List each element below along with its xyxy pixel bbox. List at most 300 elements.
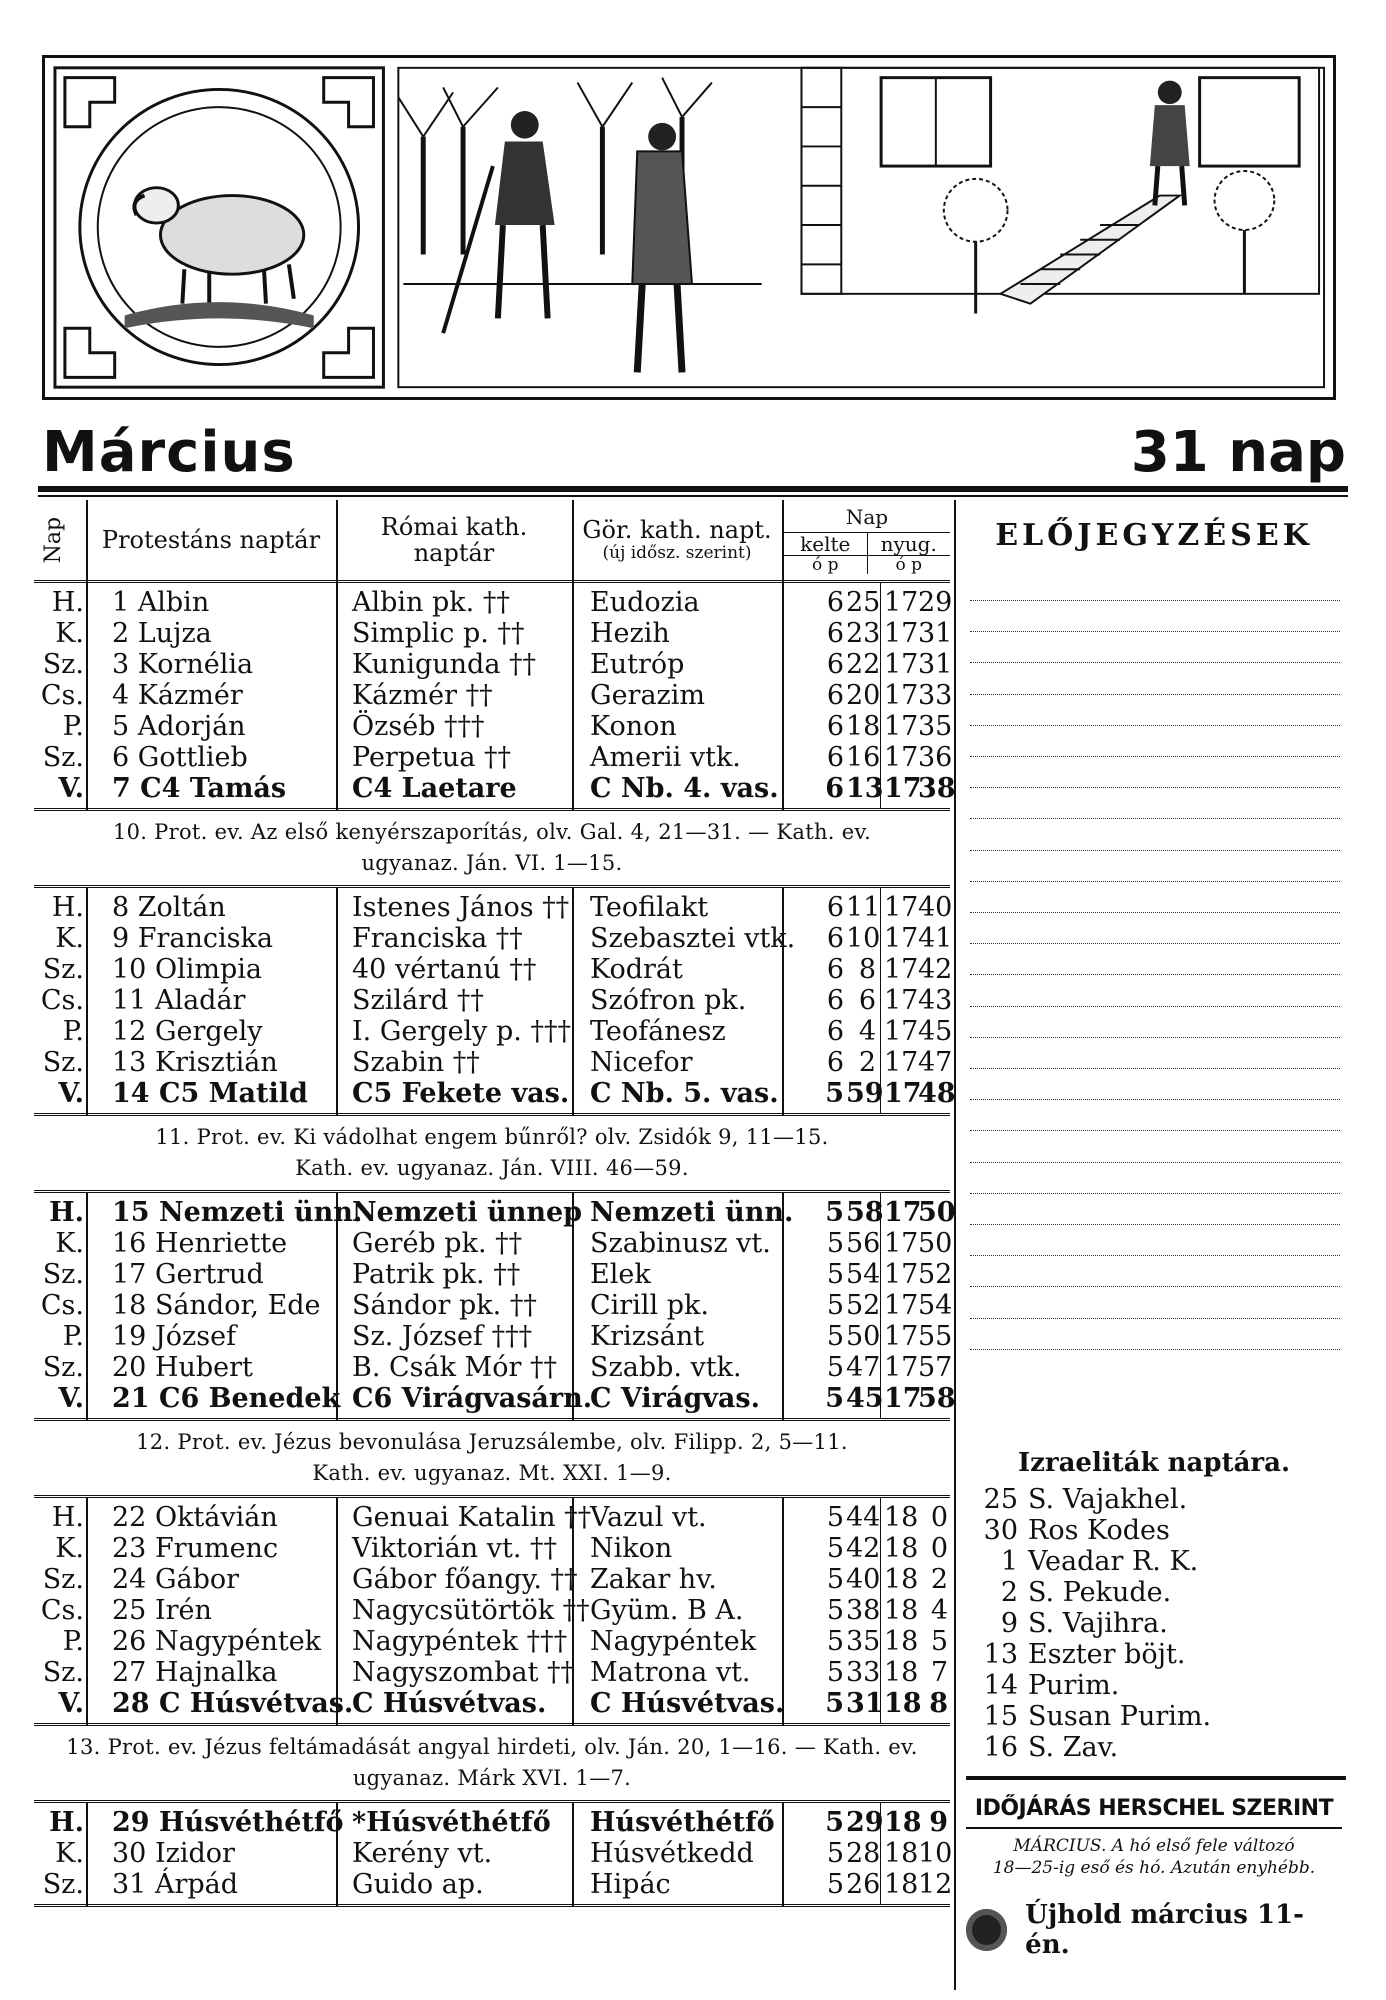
day-row [34, 1502, 950, 1533]
protestant-name: 21 C6 Benedek [112, 1383, 341, 1414]
day-row [34, 649, 953, 680]
sunset-hour: 17 [884, 1290, 919, 1321]
greek-name: Nikon [590, 1533, 673, 1564]
note-line[interactable] [970, 662, 1340, 663]
greek-name: Teofánesz [590, 1016, 726, 1047]
sunrise-hour: 5 [826, 1259, 844, 1290]
sunrise-min: 4 [858, 1016, 876, 1047]
protestant-name: 19 József [112, 1321, 237, 1352]
day-row [34, 1383, 956, 1414]
sun-divider [880, 888, 881, 1113]
gospel-note [34, 1421, 950, 1498]
sunrise-hour: 6 [825, 773, 844, 804]
sunset-min: 12 [918, 1869, 953, 1900]
day-row [34, 985, 953, 1016]
sunset-min: 40 [918, 892, 953, 923]
gospel-note-line: ugyanaz. Ján. VI. 1—15. [361, 851, 623, 875]
jewish-holiday [976, 1484, 1342, 1515]
holiday-name: S. Vajihra. [1028, 1608, 1168, 1639]
note-line[interactable] [970, 943, 1340, 944]
roman-name: C5 Fekete vas. [352, 1078, 570, 1109]
greek-name: Amerii vtk. [590, 742, 741, 773]
roman-name: Nagycsütörtök †† [352, 1595, 590, 1626]
day-row [34, 1228, 953, 1259]
title-rule [38, 486, 1348, 492]
note-line[interactable] [970, 725, 1340, 726]
greek-name: Hezih [590, 618, 670, 649]
sunset-hour: 18 [884, 1688, 922, 1719]
greek-name: Szabb. vtk. [590, 1352, 742, 1383]
sunrise-min: 6 [858, 985, 876, 1016]
holiday-day: 14 [983, 1670, 1018, 1701]
sunrise-min: 52 [846, 1290, 881, 1321]
sunrise-min: 56 [846, 1228, 881, 1259]
day-row [34, 1869, 953, 1900]
sunset-hour: 18 [884, 1626, 919, 1657]
sunrise-hour: 6 [826, 711, 844, 742]
sunset-min: 58 [918, 1383, 956, 1414]
sunrise-min: 59 [846, 1078, 884, 1109]
sunset-min: 50 [918, 1197, 956, 1228]
sunrise-min: 47 [846, 1352, 881, 1383]
greek-name: Húsvéthétfő [590, 1807, 775, 1838]
note-line[interactable] [970, 1006, 1340, 1007]
sunrise-min: 11 [846, 892, 881, 923]
roman-name: Viktorián vt. †† [352, 1533, 558, 1564]
note-line[interactable] [970, 787, 1340, 788]
sunset-hour: 17 [884, 1259, 919, 1290]
sunrise-min: 33 [846, 1657, 881, 1688]
sunrise-min: 45 [846, 1383, 884, 1414]
roman-name: I. Gergely p. ††† [352, 1016, 571, 1047]
week-block [34, 1498, 950, 1726]
roman-name: Özséb ††† [352, 711, 485, 742]
gospel-note-line: Kath. ev. ugyanaz. Ján. VIII. 46—59. [295, 1156, 689, 1180]
sunset-hour: 17 [884, 1197, 922, 1228]
note-line[interactable] [970, 1099, 1340, 1100]
holiday-day: 16 [983, 1732, 1018, 1763]
day-row [34, 1595, 950, 1626]
day-row [34, 1352, 953, 1383]
roman-name: *Húsvéthétfő [352, 1807, 551, 1838]
protestant-name: 10 Olimpia [112, 954, 262, 985]
day-row [34, 742, 953, 773]
roman-name: Nemzeti ünnep [352, 1197, 583, 1228]
day-row [34, 587, 953, 618]
roman-name: Kerény vt. [352, 1838, 493, 1869]
protestant-name: 11 Aladár [112, 985, 246, 1016]
sunrise-min: 16 [846, 742, 881, 773]
greek-name: C Nb. 5. vas. [590, 1078, 779, 1109]
sunrise-min: 58 [846, 1197, 884, 1228]
new-moon: Újhold március 11-én. [966, 1900, 1342, 1960]
sunset-hour: 17 [884, 985, 919, 1016]
roman-name: Franciska †† [352, 923, 523, 954]
greek-name: Húsvétkedd [590, 1838, 754, 1869]
protestant-name: 7 C4 Tamás [112, 773, 287, 804]
jewish-holiday [976, 1701, 1342, 1732]
sunset-hour: 17 [884, 954, 919, 985]
day-of-week: P. [62, 1626, 84, 1657]
sun-divider [880, 1498, 881, 1723]
sunrise-hour: 5 [825, 1807, 844, 1838]
divider [572, 500, 574, 1907]
holiday-day: 9 [1000, 1608, 1018, 1639]
title-rule-thin [38, 495, 1348, 497]
note-line[interactable] [970, 974, 1340, 975]
greek-name: Matrona vt. [590, 1657, 751, 1688]
roman-name: Istenes János †† [352, 892, 570, 923]
sunset-hour: 18 [884, 1502, 919, 1533]
ram-icon [125, 188, 314, 329]
day-of-week: Sz. [42, 649, 84, 680]
sunrise-min: 2 [858, 1047, 876, 1078]
sunset-hour: 17 [884, 1352, 919, 1383]
week-block [34, 1193, 956, 1421]
protestant-name: 8 Zoltán [112, 892, 226, 923]
day-of-week: Sz. [42, 954, 84, 985]
sunrise-hour: 5 [826, 1533, 844, 1564]
protestant-name: 30 Izidor [112, 1838, 235, 1869]
protestant-name: 2 Lujza [112, 618, 212, 649]
sunrise-hour: 5 [826, 1657, 844, 1688]
jewish-calendar-list [966, 1484, 1342, 1763]
roman-name: Nagyszombat †† [352, 1657, 575, 1688]
sunrise-hour: 6 [826, 680, 844, 711]
protestant-name: 5 Adorján [112, 711, 246, 742]
jewish-holiday [976, 1546, 1342, 1577]
sunset-min: 42 [918, 954, 953, 985]
sunrise-min: 10 [846, 923, 881, 954]
sunrise-min: 8 [858, 954, 876, 985]
day-row [34, 773, 956, 804]
sunset-hour: 18 [884, 1869, 919, 1900]
protestant-name: 3 Kornélia [112, 649, 254, 680]
jewish-holiday [976, 1577, 1342, 1608]
sunset-hour: 17 [884, 1078, 922, 1109]
greek-name: Kodrát [590, 954, 683, 985]
header-illustration [42, 55, 1336, 400]
roman-name: Geréb pk. †† [352, 1228, 523, 1259]
sunrise-hour: 6 [826, 923, 844, 954]
roman-name: C4 Laetare [352, 773, 517, 804]
sunset-min: 0 [930, 1502, 948, 1533]
holiday-name: S. Zav. [1028, 1732, 1119, 1763]
greek-name: Nemzeti ünn. [590, 1197, 794, 1228]
sunrise-hour: 6 [826, 1016, 844, 1047]
sunrise-hour: 5 [826, 1626, 844, 1657]
sunset-hour: 17 [884, 649, 919, 680]
sunrise-min: 42 [846, 1533, 881, 1564]
jewish-holiday [976, 1608, 1342, 1639]
sunrise-min: 25 [846, 587, 881, 618]
sunset-min: 38 [918, 773, 956, 804]
sunset-hour: 18 [884, 1657, 919, 1688]
protestant-name: 28 C Húsvétvas. [112, 1688, 354, 1719]
protestant-name: 26 Nagypéntek [112, 1626, 322, 1657]
greek-name: Krizsánt [590, 1321, 705, 1352]
protestant-name: 24 Gábor [112, 1564, 240, 1595]
day-of-week: Sz. [42, 1259, 84, 1290]
day-row [34, 1016, 953, 1047]
day-of-week: P. [62, 1321, 84, 1352]
roman-name: Szabin †† [352, 1047, 480, 1078]
day-of-week: Cs. [40, 1290, 84, 1321]
sunrise-hour: 5 [826, 1321, 844, 1352]
greek-name: Zakar hv. [590, 1564, 717, 1595]
sunset-hour: 17 [884, 892, 919, 923]
sunrise-min: 20 [846, 680, 881, 711]
sunrise-hour: 6 [826, 649, 844, 680]
sunrise-min: 35 [846, 1626, 881, 1657]
sunset-min: 8 [929, 1688, 948, 1719]
gardener-figure-1 [443, 111, 554, 333]
col-greek: Gör. kath. napt. (új idősz. szerint) [582, 516, 772, 563]
roman-name: Guido ap. [352, 1869, 484, 1900]
weeks-container [34, 583, 956, 1907]
gospel-note-line: ugyanaz. Márk XVI. 1—7. [352, 1766, 632, 1790]
day-of-week: Cs. [40, 680, 84, 711]
note-line[interactable] [970, 850, 1340, 851]
sunset-hour: 18 [884, 1533, 919, 1564]
col-roman: Római kath. naptár [380, 512, 528, 567]
jewish-holiday [976, 1732, 1342, 1763]
sunrise-hour: 5 [826, 1352, 844, 1383]
roman-name: Kunigunda †† [352, 649, 537, 680]
greek-name: Cirill pk. [590, 1290, 709, 1321]
day-row [34, 1838, 953, 1869]
day-of-week: H. [51, 892, 84, 923]
sunset-min: 57 [918, 1352, 953, 1383]
protestant-name: 16 Henriette [112, 1228, 288, 1259]
note-line[interactable] [970, 1068, 1340, 1069]
sunset-min: 45 [918, 1016, 953, 1047]
sunset-min: 41 [918, 923, 953, 954]
weather-box: IDŐJÁRÁS HERSCHEL SZERINT MÁRCIUS. A hó első fele változó 18—25-ig eső és hó. Azután enyhébb. [966, 1796, 1342, 1879]
holiday-name: S. Vajakhel. [1028, 1484, 1188, 1515]
sunset-hour: 17 [884, 1016, 919, 1047]
sunrise-min: 29 [846, 1807, 884, 1838]
sunrise-hour: 6 [826, 742, 844, 773]
moon-icon [966, 1909, 1007, 1951]
note-line[interactable] [970, 1130, 1340, 1131]
protestant-name: 13 Krisztián [112, 1047, 278, 1078]
sunset-hour: 17 [884, 1047, 919, 1078]
day-of-week: Cs. [40, 1595, 84, 1626]
day-of-week: Sz. [42, 1657, 84, 1688]
note-line[interactable] [970, 1162, 1340, 1163]
day-of-week: H. [51, 1502, 84, 1533]
day-row [34, 1688, 950, 1719]
note-line[interactable] [970, 818, 1340, 819]
sunrise-hour: 5 [826, 1595, 844, 1626]
protestant-name: 29 Húsvéthétfő [112, 1807, 344, 1838]
sunset-hour: 17 [884, 1383, 922, 1414]
note-line[interactable] [970, 1037, 1340, 1038]
roman-name: Albin pk. †† [352, 587, 510, 618]
day-of-week: Sz. [42, 1564, 84, 1595]
week-block [34, 888, 956, 1116]
sunset-hour: 17 [884, 923, 919, 954]
day-row [34, 1533, 950, 1564]
house [801, 68, 1319, 314]
day-row [34, 1078, 956, 1109]
day-of-week: K. [55, 1228, 84, 1259]
sunset-min: 2 [930, 1564, 948, 1595]
sunset-min: 48 [918, 1078, 956, 1109]
sunrise-hour: 6 [826, 1047, 844, 1078]
jewish-calendar: Izraeliták naptára. 25 S. Vajakhel. 30 Ros Kodes 1 Veadar R. K. 2 S. Pekude. 9 S. Vajihra. 13 Eszter böjt. 14 Purim. 15 Susan Purim. 16 S. Zav. [966, 1448, 1342, 1763]
day-of-week: P. [62, 1016, 84, 1047]
note-line[interactable] [970, 600, 1340, 601]
greek-name: Elek [590, 1259, 651, 1290]
sunset-min: 55 [918, 1321, 953, 1352]
gospel-note [34, 811, 950, 888]
note-line[interactable] [970, 1255, 1340, 1256]
sunset-min: 0 [930, 1533, 948, 1564]
day-row [34, 618, 953, 649]
note-line[interactable] [970, 1224, 1340, 1225]
sunrise-min: 18 [846, 711, 881, 742]
sunrise-min: 13 [846, 773, 884, 804]
gospel-note-line: 11. Prot. ev. Ki vádolhat engem bűnről? olv. Zsidók 9, 11—15. [155, 1125, 829, 1149]
day-of-week: H. [51, 587, 84, 618]
note-line[interactable] [970, 1349, 1340, 1350]
greek-name: Gyüm. B A. [590, 1595, 744, 1626]
sunset-min: 52 [918, 1259, 953, 1290]
protestant-name: 18 Sándor, Ede [112, 1290, 321, 1321]
notes-title: ELŐJEGYZÉSEK [995, 518, 1313, 553]
roman-name: Szilárd †† [352, 985, 484, 1016]
days-count: 31 nap [1130, 420, 1346, 485]
gospel-note-line: Kath. ev. ugyanaz. Mt. XXI. 1—9. [312, 1461, 672, 1485]
greek-name: Vazul vt. [590, 1502, 707, 1533]
note-line[interactable] [970, 1286, 1340, 1287]
jewish-holiday [976, 1639, 1342, 1670]
note-line[interactable] [970, 631, 1340, 632]
roman-name: Sz. József ††† [352, 1321, 533, 1352]
holiday-day: 2 [1000, 1577, 1018, 1608]
roman-name: Patrik pk. †† [352, 1259, 521, 1290]
protestant-name: 12 Gergely [112, 1016, 263, 1047]
sunset-hour: 17 [884, 618, 919, 649]
protestant-name: 17 Gertrud [112, 1259, 264, 1290]
sunset-hour: 17 [884, 1228, 919, 1259]
day-of-week: Sz. [42, 1352, 84, 1383]
col-sun: Nap kelte nyug. ó p ó p [784, 500, 950, 580]
holiday-name: Ros Kodes [1028, 1515, 1170, 1546]
note-line[interactable] [970, 1318, 1340, 1319]
day-row [34, 711, 953, 742]
day-row [34, 1321, 953, 1352]
note-line[interactable] [970, 1193, 1340, 1194]
sunset-min: 54 [918, 1290, 953, 1321]
sunrise-hour: 6 [826, 954, 844, 985]
sunrise-hour: 5 [826, 1838, 844, 1869]
sunrise-hour: 5 [825, 1383, 844, 1414]
holiday-name: Eszter böjt. [1028, 1639, 1186, 1670]
sunset-min: 36 [918, 742, 953, 773]
sunrise-hour: 5 [826, 1228, 844, 1259]
gospel-note [34, 1726, 950, 1803]
sunrise-min: 50 [846, 1321, 881, 1352]
sunset-hour: 17 [884, 742, 919, 773]
protestant-name: 4 Kázmér [112, 680, 243, 711]
sun-divider [880, 583, 881, 808]
jewish-holiday [976, 1515, 1342, 1546]
illustration-svg [45, 58, 1333, 397]
protestant-name: 22 Oktávián [112, 1502, 278, 1533]
greek-name: Gerazim [590, 680, 706, 711]
note-line[interactable] [970, 694, 1340, 695]
protestant-name: 25 Irén [112, 1595, 212, 1626]
day-of-week: V. [58, 1078, 84, 1109]
calendar-table [34, 500, 956, 1907]
greek-name: Teofilakt [590, 892, 709, 923]
protestant-name: 23 Frumenc [112, 1533, 279, 1564]
sunset-min: 9 [929, 1807, 948, 1838]
sunset-hour: 17 [884, 587, 919, 618]
greek-name: C Virágvas. [590, 1383, 761, 1414]
note-line[interactable] [970, 756, 1340, 757]
day-row [34, 1626, 950, 1657]
day-of-week: Cs. [40, 985, 84, 1016]
sunrise-hour: 5 [825, 1197, 844, 1228]
sunset-hour: 17 [884, 680, 919, 711]
day-of-week: P. [62, 711, 84, 742]
day-row [34, 1657, 950, 1688]
sunset-min: 35 [918, 711, 953, 742]
roman-name: Perpetua †† [352, 742, 512, 773]
day-of-week: V. [58, 1383, 84, 1414]
sunrise-hour: 5 [826, 1564, 844, 1595]
holiday-name: Susan Purim. [1028, 1701, 1212, 1732]
sunset-hour: 17 [884, 773, 922, 804]
day-of-week: K. [55, 923, 84, 954]
divider [86, 500, 88, 1907]
greek-name: Konon [590, 711, 677, 742]
roman-name: C Húsvétvas. [352, 1688, 547, 1719]
holiday-day: 1 [1000, 1546, 1018, 1577]
protestant-name: 15 Nemzeti ünn. [112, 1197, 363, 1228]
sunrise-min: 22 [846, 649, 881, 680]
month-title: Március [42, 420, 296, 485]
greek-name: Szófron pk. [590, 985, 747, 1016]
note-line[interactable] [970, 881, 1340, 882]
roman-name: Kázmér †† [352, 680, 493, 711]
sunrise-min: 40 [846, 1564, 881, 1595]
holiday-name: Veadar R. K. [1028, 1546, 1199, 1577]
greek-name: C Húsvétvas. [590, 1688, 785, 1719]
greek-name: Nagypéntek [590, 1626, 757, 1657]
gospel-note-line: 10. Prot. ev. Az első kenyérszaporítás, olv. Gal. 4, 21—31. — Kath. ev. [112, 820, 872, 844]
greek-name: Hipác [590, 1869, 671, 1900]
sunrise-min: 54 [846, 1259, 881, 1290]
day-row [34, 680, 953, 711]
sunrise-min: 23 [846, 618, 881, 649]
protestant-name: 27 Hajnalka [112, 1657, 278, 1688]
day-row [34, 1807, 950, 1838]
greek-name: Eutróp [590, 649, 685, 680]
note-line[interactable] [970, 912, 1340, 913]
sunrise-hour: 5 [825, 1688, 844, 1719]
holiday-day: 25 [983, 1484, 1018, 1515]
greek-name: Nicefor [590, 1047, 693, 1078]
sunrise-hour: 5 [826, 1869, 844, 1900]
day-of-week: K. [55, 1533, 84, 1564]
sunset-hour: 17 [884, 1321, 919, 1352]
sunset-hour: 18 [884, 1595, 919, 1626]
